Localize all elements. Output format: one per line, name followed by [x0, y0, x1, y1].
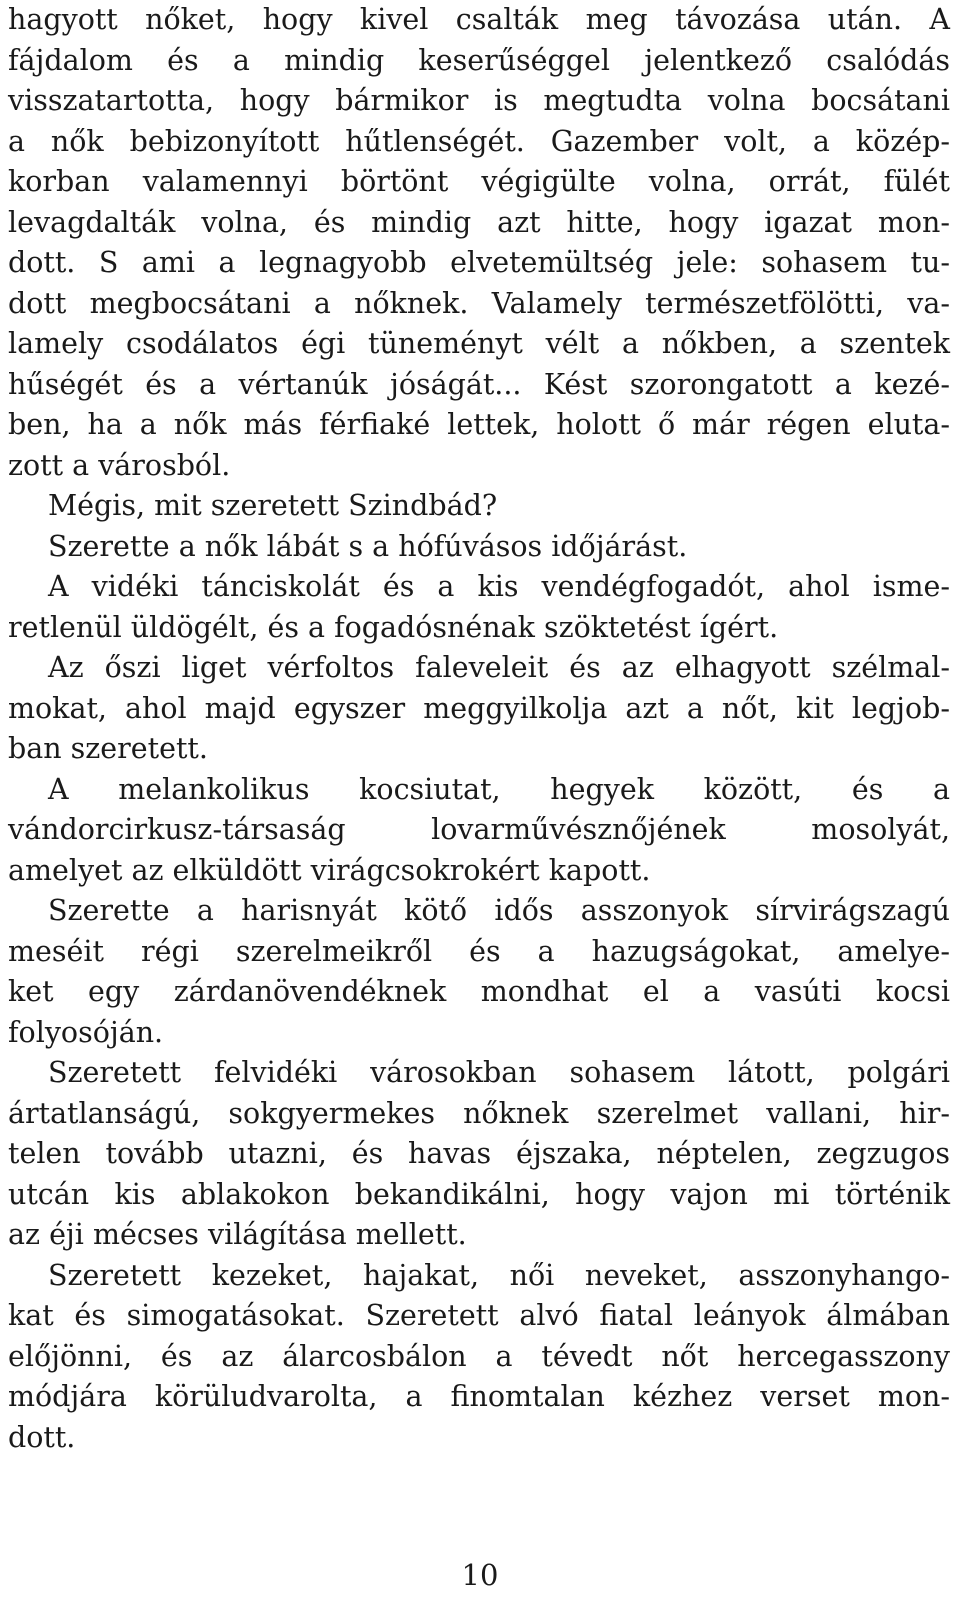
text-line: dott. [8, 1420, 76, 1454]
text-line: visszatartotta, hogy bármikor is megtudta volna bocsátani [8, 84, 950, 117]
text-line: retlenül üldögélt, és a fogadósnénak szöktetést ígért. [8, 610, 779, 644]
text-line: utcán kis ablakokon bekandikálni, hogy vajon mi történik [8, 1177, 950, 1211]
text-line: hűségét és a vértanúk jóságát... Kést szorongatott a kezé- [8, 367, 950, 401]
page-number: 10 [461, 1558, 499, 1592]
text-line: telen tovább utazni, és havas éjszaka, néptelen, zegzugos [8, 1137, 950, 1170]
text-line: levagdalták volna, és mindig azt hitte, hogy igazat mon- [8, 205, 950, 239]
text-line: módjára körüludvarolta, a finomtalan kézhez verset mon- [8, 1380, 950, 1413]
text-line: A vidéki tánciskolát és a kis vendégfogadót, ahol isme- [48, 570, 950, 603]
text-line: fájdalom és a mindig keserűséggel jelentkező csalódás [8, 43, 950, 77]
text-line: előjönni, és az álarcosbálon a tévedt nőt hercegasszony [8, 1339, 950, 1373]
text-line: Mégis, mit szeretett Szindbád? [48, 489, 498, 522]
text-line: az éji mécses világítása mellett. [8, 1218, 467, 1251]
text-line: Szeretett felvidéki városokban sohasem látott, polgári [48, 1056, 950, 1089]
text-line: meséit régi szerelmeikről és a hazugságokat, amelye- [8, 934, 950, 968]
text-line: amelyet az elküldött virágcsokrokért kapott. [8, 853, 651, 887]
text-line: Szerette a nők lábát s a hófúvásos időjárást. [48, 529, 688, 563]
text-line: Az őszi liget vérfoltos faleveleit és az elhagyott szélmal- [48, 651, 950, 684]
text-line: ket egy zárdanövendéknek mondhat el a vasúti kocsi [8, 975, 950, 1008]
book-page-text [8, 0, 950, 1458]
text-line: mokat, ahol majd egyszer meggyilkolja azt a nőt, kit legjob- [8, 691, 950, 725]
text-line: A melankolikus kocsiutat, hegyek között, és a [48, 772, 950, 806]
text-line: folyosóján. [8, 1015, 164, 1049]
text-line: a nők bebizonyított hűtlenségét. Gazember volt, a közép- [8, 124, 950, 158]
text-line: vándorcirkusz-társaság lovarművésznőjének mosolyát, [8, 813, 950, 846]
text-line: ben, ha a nők más férfiaké lettek, holott ő már régen eluta- [8, 408, 950, 441]
text-line: Szeretett kezeket, hajakat, női neveket, asszonyhango- [48, 1258, 950, 1292]
text-line: ártatlanságú, sokgyermekes nőknek szerelmet vallani, hir- [8, 1096, 950, 1130]
text-line: zott a városból. [8, 448, 231, 482]
text-line: Szerette a harisnyát kötő idős asszonyok sírvirágszagú [48, 894, 950, 927]
text-line: kat és simogatásokat. Szeretett alvó fiatal leányok álmában [8, 1299, 950, 1332]
text-line: lamely csodálatos égi tüneményt vélt a nőkben, a szentek [8, 327, 950, 360]
text-line: dott megbocsátani a nőknek. Valamely természetfölötti, va- [8, 286, 950, 320]
text-line: hagyott nőket, hogy kivel csalták meg távozása után. A [8, 3, 950, 36]
text-line: dott. S ami a legnagyobb elvetemültség jele: sohasem tu- [8, 246, 950, 279]
text-line: korban valamennyi börtönt végigülte volna, orrát, fülét [8, 165, 950, 198]
text-line: ban szeretett. [8, 732, 208, 765]
